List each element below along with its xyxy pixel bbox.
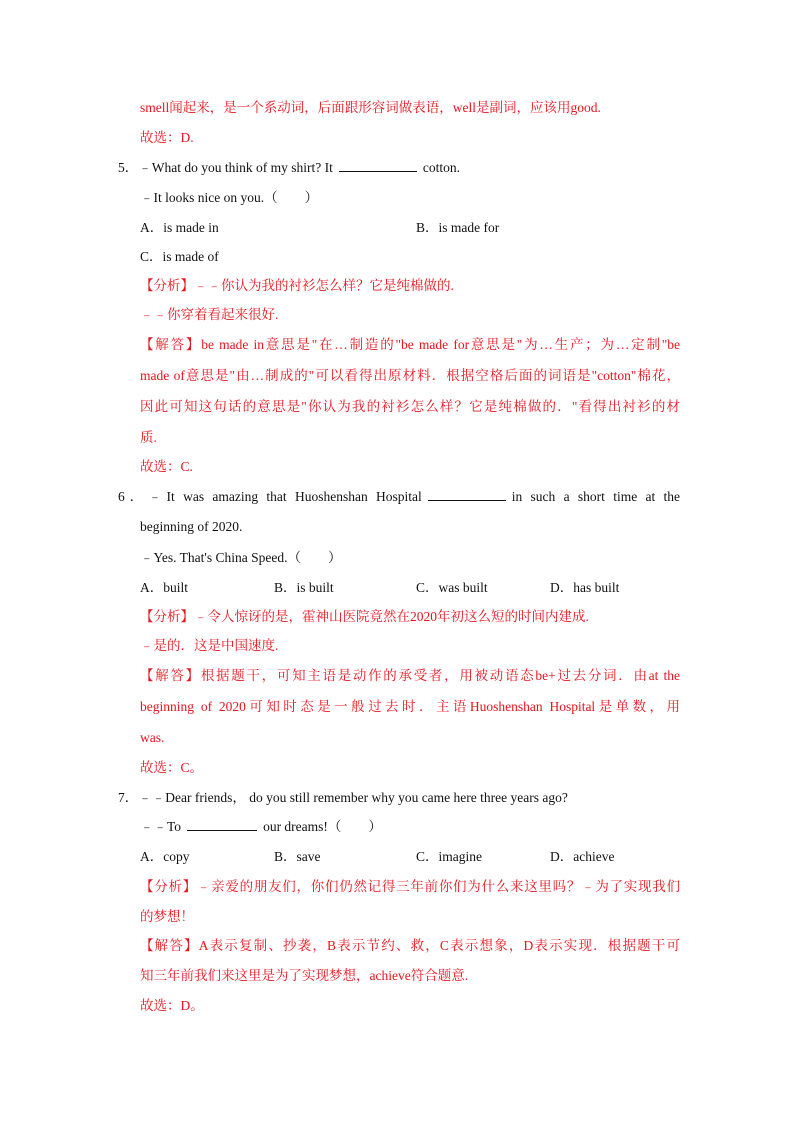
q6-solution-2: beginning of 2020可知时态是一般过去时．主语Huoshenshan Hospital是单数，用 [140,699,680,714]
q7-stem: ﹣﹣Dear friends， do you still remember why you came here three years ago? [138,790,568,805]
q6-question [118,488,680,506]
q7-answer: 故选：D。 [140,998,204,1013]
q7-solution-2: 知三年前我们来这里是为了实现梦想，achieve符合题意. [140,968,469,983]
q7-solution-1: 【解答】A表示复制、抄袭，B表示节约、救，C表示想象，D表示实现．根据题干可 [140,938,680,953]
q6-reply: ﹣Yes. That's China Speed.（ ） [140,550,342,565]
q6-stem-c: beginning of 2020. [140,519,243,534]
q7-reply-a: ﹣﹣To [140,819,182,834]
q5-analysis-1: 【分析】﹣﹣你认为我的衬衫怎么样？它是纯棉做的. [140,278,454,293]
q6-blank [428,488,506,501]
q4-answer: 故选：D. [140,130,194,145]
q5-option-c[interactable]: C．is made of [140,249,219,264]
q5-answer: 故选：C. [140,459,193,474]
q6-answer: 故选：C。 [140,760,204,775]
q6-solution-3: was. [140,730,165,745]
q5-reply: ﹣It looks nice on you.（ ） [140,190,319,205]
q6-option-c[interactable]: C．was built [416,580,488,595]
q6-stem-a: ﹣It was amazing that Huoshenshan Hospital [148,489,422,504]
q7-reply-b: our dreams!（ ） [263,819,382,834]
q6-analysis-1: 【分析】﹣令人惊讶的是，霍神山医院竟然在2020年初这么短的时间内建成. [140,609,589,624]
q5-solution-2: made of意思是"由…制成的"可以看得出原材料．根据空格后面的词语是"cotton"棉花， [140,368,680,383]
q5-stem-a: ﹣What do you think of my shirt? It [138,160,333,175]
q7-option-b[interactable]: B．save [274,849,321,864]
q7-reply [140,818,382,836]
q7-question [118,789,568,807]
q7-option-a[interactable]: A．copy [140,849,190,864]
q5-solution-1: 【解答】be made in意思是"在…制造的"be made for意思是"为…生产；为…定制"be [140,337,680,352]
q6-option-a[interactable]: A．built [140,580,189,595]
q5-stem-b: cotton. [422,160,460,175]
q5-number: 5． [118,160,139,175]
q7-blank [187,818,257,831]
q7-analysis-1: 【分析】﹣亲爱的朋友们，你们仍然记得三年前你们为什么来这里吗？﹣为了实现我们 [140,879,680,894]
q6-option-d[interactable]: D．has built [550,580,620,595]
q5-solution-4: 质. [140,430,157,445]
q4-explanation: smell闻起来，是一个系动词，后面跟形容词做表语，well是副词，应该用good. [140,100,601,115]
q6-stem-b: in such a short time at the [511,489,681,504]
q5-analysis-2: ﹣﹣你穿着看起来很好. [140,307,279,322]
q5-blank [339,159,417,172]
q5-option-b[interactable]: B．is made for [416,220,500,235]
q7-option-d[interactable]: D．achieve [550,849,615,864]
q5-question [118,159,460,177]
q6-option-b[interactable]: B．is built [274,580,334,595]
q6-solution-1: 【解答】根据题干，可知主语是动作的承受者，用被动语态be+过去分词．由at the [140,668,680,683]
q7-number: 7． [118,790,139,805]
q6-number: 6． [118,489,149,504]
q5-solution-3: 因此可知这句话的意思是"你认为我的衬衫怎么样？它是纯棉做的．"看得出衬衫的材 [140,399,680,414]
q5-option-a[interactable]: A．is made in [140,220,219,235]
q7-analysis-2: 的梦想！ [140,909,194,924]
q6-analysis-2: ﹣是的．这是中国速度. [140,638,279,653]
q7-option-c[interactable]: C．imagine [416,849,482,864]
